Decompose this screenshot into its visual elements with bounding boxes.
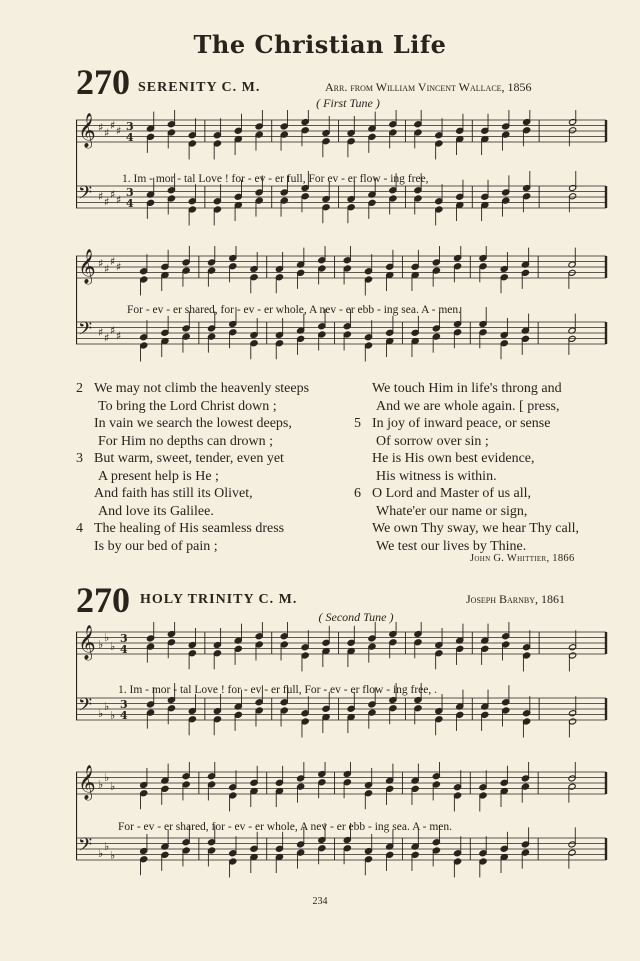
sharp-accidental: ♯ bbox=[104, 195, 110, 209]
verse-line bbox=[354, 503, 579, 521]
verse-line bbox=[354, 415, 579, 433]
sharp-accidental: ♯ bbox=[110, 323, 116, 337]
bass-clef: 𝄢 bbox=[78, 835, 93, 860]
sharp-accidental: ♯ bbox=[98, 190, 104, 203]
sharp-accidental: ♯ bbox=[104, 331, 110, 345]
time-signature-bottom: 4 bbox=[126, 131, 134, 144]
hymn-number-2: 270 bbox=[76, 580, 130, 620]
bass-clef: 𝄢 bbox=[78, 183, 93, 208]
time-signature-bottom: 4 bbox=[120, 643, 128, 656]
verse-text: In joy of inward peace, or sense bbox=[372, 416, 551, 431]
verse-text: The healing of His seamless dress bbox=[94, 521, 285, 536]
verse-text: We test our lives by Thine. bbox=[376, 538, 527, 554]
flat-accidental: ♭ bbox=[104, 839, 110, 853]
time-signature-bottom: 4 bbox=[120, 709, 128, 722]
lyric-line-2a: 1. Im - mor - tal Love ! for - ev - er full, For - ev - er flow - ing free, . bbox=[118, 684, 438, 696]
sharp-accidental: ♯ bbox=[116, 193, 122, 207]
time-signature-bottom: 4 bbox=[126, 197, 134, 210]
sharp-accidental: ♯ bbox=[116, 329, 122, 343]
tune-label-1: ( First Tune ) bbox=[316, 96, 380, 110]
lyric-line-1b: For - ev - er shared, for - ev - er whole, A nev - er ebb - ing sea. A - men. bbox=[127, 304, 462, 316]
sharp-accidental: ♯ bbox=[98, 121, 104, 134]
verse-line bbox=[354, 380, 579, 398]
sharp-accidental: ♯ bbox=[110, 118, 116, 132]
sharp-accidental: ♯ bbox=[98, 257, 104, 270]
flat-accidental: ♭ bbox=[98, 637, 104, 651]
tune-label-2: ( Second Tune ) bbox=[318, 610, 394, 624]
flat-accidental: ♭ bbox=[104, 770, 110, 784]
verse-line bbox=[354, 485, 579, 503]
time-signature-top: 3 bbox=[120, 698, 128, 711]
verse-text: A present help is He ; bbox=[98, 468, 219, 484]
verses-right bbox=[354, 380, 579, 555]
verse-number: 6 bbox=[354, 486, 361, 501]
flat-accidental: ♭ bbox=[110, 709, 116, 722]
bass-clef: 𝄢 bbox=[78, 695, 93, 720]
composer-2: Joseph Barnby, 1861 bbox=[466, 592, 566, 606]
verse-line bbox=[354, 398, 579, 416]
flat-accidental: ♭ bbox=[98, 777, 104, 791]
bass-clef: 𝄢 bbox=[78, 319, 93, 344]
verse-text: O Lord and Master of us all, bbox=[372, 486, 532, 501]
treble-clef: 𝄞 bbox=[78, 625, 96, 660]
verse-text: And love its Galilee. bbox=[98, 503, 214, 519]
hymn-number-1: 270 bbox=[76, 62, 130, 102]
flat-accidental: ♭ bbox=[104, 699, 110, 713]
verse-text: Is by our bed of pain ; bbox=[94, 538, 218, 554]
verse-number: 5 bbox=[354, 416, 361, 431]
verse-text: To bring the Lord Christ down ; bbox=[98, 398, 277, 414]
verse-line bbox=[76, 450, 309, 468]
tune-name-2: HOLY TRINITY C. M. bbox=[140, 592, 298, 607]
verse-text: Whate'er our name or sign, bbox=[376, 503, 528, 519]
verse-text: And we are whole again. [ press, bbox=[376, 398, 560, 414]
verse-text: He is His own best evidence, bbox=[372, 451, 535, 466]
verse-line bbox=[354, 520, 579, 538]
verse-text: Of sorrow over sin ; bbox=[376, 433, 489, 449]
sharp-accidental: ♯ bbox=[110, 187, 116, 201]
page-number: 234 bbox=[312, 896, 328, 907]
verse-number: 4 bbox=[76, 521, 83, 536]
verse-line bbox=[76, 503, 309, 521]
verse-line bbox=[76, 433, 309, 451]
verse-text: But warm, sweet, tender, even yet bbox=[94, 451, 284, 466]
verse-line bbox=[354, 468, 579, 486]
verse-text: For Him no depths can drown ; bbox=[98, 433, 273, 449]
page-title: The Christian Life bbox=[193, 30, 447, 59]
sharp-accidental: ♯ bbox=[110, 254, 116, 268]
flat-accidental: ♭ bbox=[98, 846, 104, 860]
sharp-accidental: ♯ bbox=[104, 126, 110, 140]
composer-1: Arr. from William Vincent Wallace, 1856 bbox=[325, 80, 532, 94]
hymn-author: John G. Whittier, 1866 bbox=[470, 553, 575, 564]
verse-line bbox=[76, 415, 309, 433]
sharp-accidental: ♯ bbox=[116, 260, 122, 274]
verse-text: We touch Him in life's throng and bbox=[372, 381, 562, 396]
verses-left bbox=[76, 380, 309, 555]
verse-text: His witness is within. bbox=[376, 468, 497, 484]
flat-accidental: ♭ bbox=[98, 706, 104, 720]
time-signature-top: 3 bbox=[126, 186, 134, 199]
verse-line bbox=[354, 433, 579, 451]
time-signature-top: 3 bbox=[120, 632, 128, 645]
verse-text: We own Thy sway, we hear Thy call, bbox=[372, 521, 579, 536]
verse-text: We may not climb the heavenly steeps bbox=[94, 381, 310, 396]
treble-clef: 𝄞 bbox=[78, 113, 96, 148]
verse-line bbox=[76, 520, 309, 538]
time-signature-top: 3 bbox=[126, 120, 134, 133]
verse-line bbox=[76, 485, 309, 503]
flat-accidental: ♭ bbox=[110, 780, 116, 793]
sharp-accidental: ♯ bbox=[116, 124, 122, 138]
treble-clef: 𝄞 bbox=[78, 765, 96, 800]
verse-line bbox=[76, 468, 309, 486]
verse-line bbox=[76, 538, 309, 556]
verse-number: 2 bbox=[76, 381, 83, 396]
flat-accidental: ♭ bbox=[110, 640, 116, 653]
verse-text: And faith has still its Olivet, bbox=[94, 486, 253, 501]
sharp-accidental: ♯ bbox=[104, 262, 110, 276]
sharp-accidental: ♯ bbox=[98, 326, 104, 339]
verse-line bbox=[76, 380, 309, 398]
treble-clef: 𝄞 bbox=[78, 249, 96, 284]
verse-line bbox=[354, 450, 579, 468]
verse-line bbox=[76, 398, 309, 416]
lyric-line-2b: For - ev - er shared, for - ev - er whole, A nev - er ebb - ing sea. A - men. bbox=[118, 821, 453, 833]
tune-name-1: SERENITY C. M. bbox=[138, 80, 261, 95]
flat-accidental: ♭ bbox=[104, 630, 110, 644]
verse-text: In vain we search the lowest deeps, bbox=[94, 416, 292, 431]
lyric-line-1a: 1. Im - mor - tal Love ! for - ev - er full, For ev - er flow - ing free, bbox=[122, 173, 429, 185]
verse-number: 3 bbox=[76, 451, 83, 466]
flat-accidental: ♭ bbox=[110, 849, 116, 862]
